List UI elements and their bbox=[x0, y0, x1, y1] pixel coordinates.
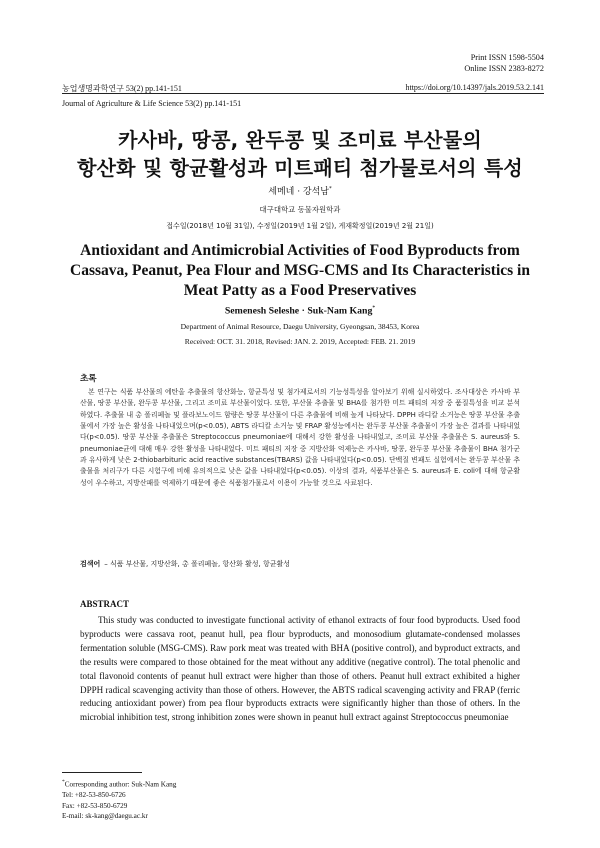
footnote-corresponding: Corresponding author: Suk-Nam Kang bbox=[64, 780, 177, 789]
abstract-english bbox=[80, 614, 520, 725]
keywords-ko-label: 검색어 bbox=[80, 560, 101, 568]
authors-en-names: Semenesh Seleshe · Suk-Nam Kang bbox=[224, 305, 373, 317]
affiliation-english: Department of Animal Resource, Daegu University, Gyeongsan, 38453, Korea bbox=[180, 322, 420, 331]
title-ko-line-2: 항산화 및 항균활성과 미트패티 첨가물로서의 특성 bbox=[77, 156, 523, 180]
title-en-line-1: Antioxidant and Antimicrobial Activities of Food Byproducts from bbox=[80, 242, 520, 259]
abstract-ko-text: 본 연구는 식품 부산물의 에탄올 추출물의 항산화능, 항균특성 및 첨가제로서의 기능성특성을 알아보기 위해 실시하였다. 조사대상은 카사바 부산물, 땅콩 부산물, 완두콩 부산물, 그리고 조미료 부산물이었다. 또한, 부산물 추출물 및 BHA를 첨가한 미트 패티의 저장 중 품질특성을 비교 분석하였다. 추출물 내 총 폴리페놀 및 플라보노이드 함량은 땅콩 부산물이 다른 추출물에 비해 높게 나타났다. DPPH 라디칼 소거능은 땅콩 부산물 추출물에서 가장 높은 활성을 나타내었으며(p<0.05), ABTS 라디칼 소거능 및 FRAP 활성능에서는 완두콩 부산물 추출물이 가장 높은 결과를 나타내었다(p<0.05). 땅콩 부산물 추출물은 Streptococcus pneumoniae에 대해서 강한 활성을 나타내었고, 조미료 부산물 추출물은 S. aureus와 S. pneumoniae균에 대해 매우 강한 활성을 나타내었다. 미트 패티의 저장 중 지방산화 억제능은 카사바, 땅콩, 완두콩 부산물 추출물이 BHA 첨가군과 유사하게 낮은 2-thiobarbituric acid reactive substances(TBARS) 값을 나타내었다(p<0.05). 단백질 변패도 실험에서는 완두콩 부산물 추출물을 처리구가 다른 시험구에 비해 유의적으로 낮은 값을 나타내었다(p<0.05). 이상의 결과, 식품부산물은 S. aureus과 E. coli에 대해 항균활성이 우수하고, 지방산패를 억제하기 때문에 좋은 식품첨가물로서 이용이 가능할 것으로 사료된다. bbox=[80, 388, 520, 487]
title-korean bbox=[40, 126, 560, 182]
title-en-line-2: Cassava, Peanut, Pea Flour and MSG-CMS and Its Characteristics in bbox=[70, 262, 530, 279]
abstract-en-text: This study was conducted to investigate functional activity of ethanol extracts of four food byproducts. Used food byproducts were cassava root, peanut hull, pea flour byproducts, and monosodium glutamate-condensed molasses fermentation soluble (MSG-CMS). Raw pork meat was treated with BHA (positive control), and byproduct extracts, and the results were compared to those obtained for the meat without any additive (negative control). The total phenolic and total flavonoid contents of peanut hull extract were higher than those of others. Peanut hull extract exhibited a higher DPPH radical scavenging activity than those of others. However, the ABTS radical scavenging activity and FRAP (ferric reducing antioxidant power) from pea flour byproducts extracts were significantly higher than those of others. In the microbial inhibition test, strong inhibition zones were shown in peanut hull extract against Streptococcus pneumoniae bbox=[80, 615, 520, 723]
corresponding-mark-en: * bbox=[372, 305, 376, 311]
print-issn: Print ISSN 1598-5504 bbox=[470, 53, 544, 62]
keywords-korean bbox=[80, 559, 290, 569]
header-rule bbox=[62, 93, 544, 94]
authors-ko-names: 세메네 · 강석남 bbox=[268, 187, 329, 197]
journal-citation bbox=[62, 83, 241, 109]
title-en-line-3: Meat Patty as a Food Preservatives bbox=[183, 282, 417, 299]
authors-english bbox=[0, 305, 600, 316]
title-english bbox=[60, 241, 540, 301]
abstract-ko-heading: 초록 bbox=[80, 374, 97, 384]
issn-block bbox=[464, 52, 544, 74]
doi-link[interactable]: https://doi.org/10.14397/jals.2019.53.2.141 bbox=[405, 83, 544, 92]
footnote-mark: * bbox=[62, 779, 65, 785]
footnote-rule bbox=[62, 772, 142, 773]
journal-citation-en: Journal of Agriculture & Life Science 53(2) pp.141-151 bbox=[62, 99, 242, 108]
footnote bbox=[62, 777, 176, 822]
title-ko-line-1: 카사바, 땅콩, 완두콩 및 조미료 부산물의 bbox=[118, 128, 482, 152]
dates-korean: 접수일(2018년 10월 31일), 수정일(2019년 1월 2일), 게재확정일(2019년 2월 21일) bbox=[166, 222, 434, 230]
affiliation-korean: 대구대학교 동물자원학과 bbox=[259, 205, 341, 214]
keywords-ko-list: – 식품 부산물, 지방산화, 총 폴리페놀, 항산화 활성, 항균활성 bbox=[104, 560, 291, 568]
abstract-en-heading: ABSTRACT bbox=[80, 599, 130, 609]
online-issn: Online ISSN 2383-8272 bbox=[464, 64, 544, 73]
abstract-korean bbox=[80, 387, 520, 489]
footnote-email[interactable]: E-mail: sk-kang@daegu.ac.kr bbox=[62, 812, 148, 821]
journal-citation-ko: 농업생명과학연구 53(2) pp.141-151 bbox=[62, 84, 182, 93]
authors-korean bbox=[0, 184, 600, 197]
dates-english: Received: OCT. 31. 2018, Revised: JAN. 2. 2019, Accepted: FEB. 21. 2019 bbox=[184, 337, 416, 346]
corresponding-mark: * bbox=[329, 186, 332, 192]
footnote-tel: Tel: +82-53-850-6726 bbox=[62, 790, 126, 799]
footnote-fax: Fax: +82-53-850-6729 bbox=[62, 801, 128, 810]
